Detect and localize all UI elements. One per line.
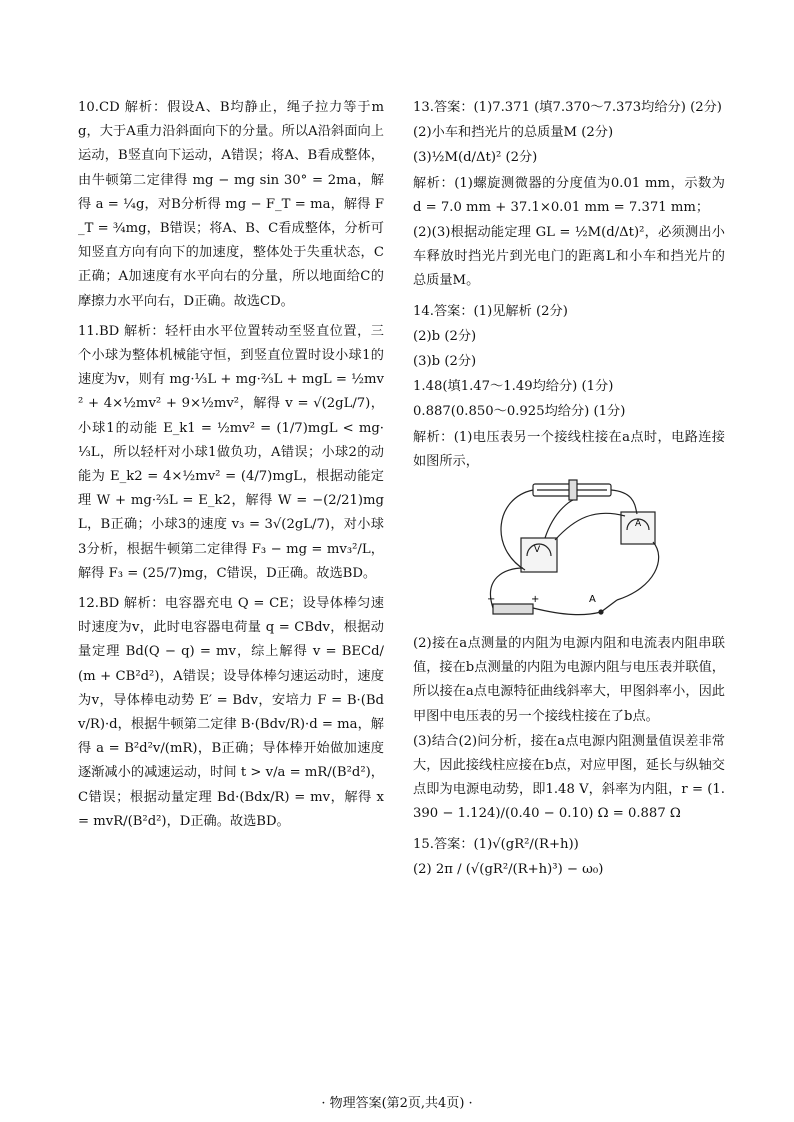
analysis-14-a: 解析：(1)电压表另一个接线柱接在a点时，电路连接如图所示， <box>413 429 725 469</box>
analysis-13-b: (2)(3)根据动能定理 GL = ½M(d/Δt)²，必须测出小车释放时挡光片到光电门的距离L和小车和挡光片的总质量M。 <box>413 225 725 289</box>
answer-13-part1: 13.答案：(1)7.371 (填7.370～7.373均给分) (2分) <box>413 100 722 115</box>
answer-11: 11.BD 解析：轻杆由水平位置转动至竖直位置，三个小球为整体机械能守恒，到竖直位置时设小球1的速度为v，则有 mg·⅓L + mg·⅔L + mgL = ½mv² + 4×½mv² + 9×½mv²，解得 v = √(2gL/7)，小球1的动能 E_k1 = ½mv² = (1/7)mgL < mg·⅓L，所以轻杆对小球1做负功，A错误；小球2的动能为 E_k2 = 4×½mv² = (4/7)mgL，根据动能定理 W + mg·⅔L = E_k2，解得 W = −(2/21)mgL，B正确；小球3的速度 v₃ = 3√(2gL/7)，对小球3分析，根据牛顿第二定律得 F₃ − mg = mv₃²/L，解得 F₃ = (25/7)mg，C错误，D正确。故选BD。 <box>78 323 384 581</box>
answer-12: 12.BD 解析：电容器充电 Q = CE；设导体棒匀速时速度为v，此时电容器电荷量 q = CBdv，根据动量定理 Bd(Q − q) = mv，综上解得 v = BECd/(m + CB²d²)，A错误；设导体棒匀速运动时，速度为v，导体棒电动势 E′ = Bdv，安培力 F = B·(Bdv/R)·d，根据牛顿第二定律 B·(Bdv/R)·d = ma，解得 a = B²d²v/(mR)，B正确；导体棒开始做加速度逐渐减小的减速运动，时间 t > v/a = mR/(B²d²)，C错误；根据动量定理 Bd·(Bdx/R) = mv，解得 x = mvR/(B²d²)，D正确。故选BD。 <box>78 596 384 829</box>
switch-label: A <box>589 594 596 606</box>
ammeter-label: A <box>635 519 642 530</box>
voltmeter <box>521 538 557 572</box>
answer-14-part3: (3)b (2分) <box>413 354 477 370</box>
right-column <box>413 96 725 883</box>
page-footer: · 物理答案(第2页,共4页) · <box>321 1096 473 1111</box>
answer-14-part1: 14.答案：(1)见解析 (2分) <box>413 303 568 319</box>
answer-15-part1: 15.答案：(1)√(gR²/(R+h)) <box>413 836 579 852</box>
answer-13-part3: (3)½M(d/Δt)² (2分) <box>413 150 538 166</box>
analysis-13-a: 解析：(1)螺旋测微器的分度值为0.01 mm，示数为 d = 7.0 mm + 37.1×0.01 mm = 7.371 mm； <box>413 175 725 215</box>
answer-15-part2: (2) 2π / (√(gR²/(R+h)³) − ω₀) <box>413 861 604 877</box>
answer-10: 10.CD 解析：假设A、B均静止，绳子拉力等于mg，大于A重力沿斜面向下的分量。所以A沿斜面向上运动，B竖直向下运动，A错误；将A、B看成整体，由牛顿第二定律得 mg − mg sin 30° = 2ma，解得 a = ¼g，对B分析得 mg − F_T = ma，解得 F_T = ¾mg，B错误；将A、B、C看成整体，分析可知竖直方向有向下的加速度，整体处于失重状态，C正确；A加速度有水平向右的分量，所以地面给C的摩擦力水平向右，D正确。故选CD。 <box>78 100 384 309</box>
voltmeter-label: V <box>534 545 541 556</box>
left-column <box>78 96 384 835</box>
answer-14-part2: (2)b (2分) <box>413 328 477 344</box>
circuit-diagram <box>485 478 675 628</box>
battery-plus: + <box>531 594 540 606</box>
battery-minus: − <box>487 594 496 606</box>
analysis-14-c: (3)结合(2)问分析，接在a点电源内阻测量值误差非常大，因此接线柱应接在b点，对应甲图，延长与纵轴交点即为电源电动势，即1.48 V，斜率为内阻，r = (1.390 − 1.124)/(0.40 − 0.10) Ω = 0.887 Ω <box>413 733 725 822</box>
answer-14-resistance: 0.887(0.850～0.925均给分) (1分) <box>413 404 626 420</box>
battery <box>493 604 533 614</box>
answer-13-part2: (2)小车和挡光片的总质量M (2分) <box>413 125 614 141</box>
answer-14-emf: 1.48(填1.47～1.49均给分) (1分) <box>413 379 614 395</box>
analysis-14-b: (2)接在a点测量的内阻为电源内阻和电流表内阻串联值，接在b点测量的内阻为电源内阻与电压表并联值，所以接在a点电源特征曲线斜率大，甲图斜率小，因此甲图中电压表的另一个接线柱接在了b点。 <box>413 636 725 724</box>
